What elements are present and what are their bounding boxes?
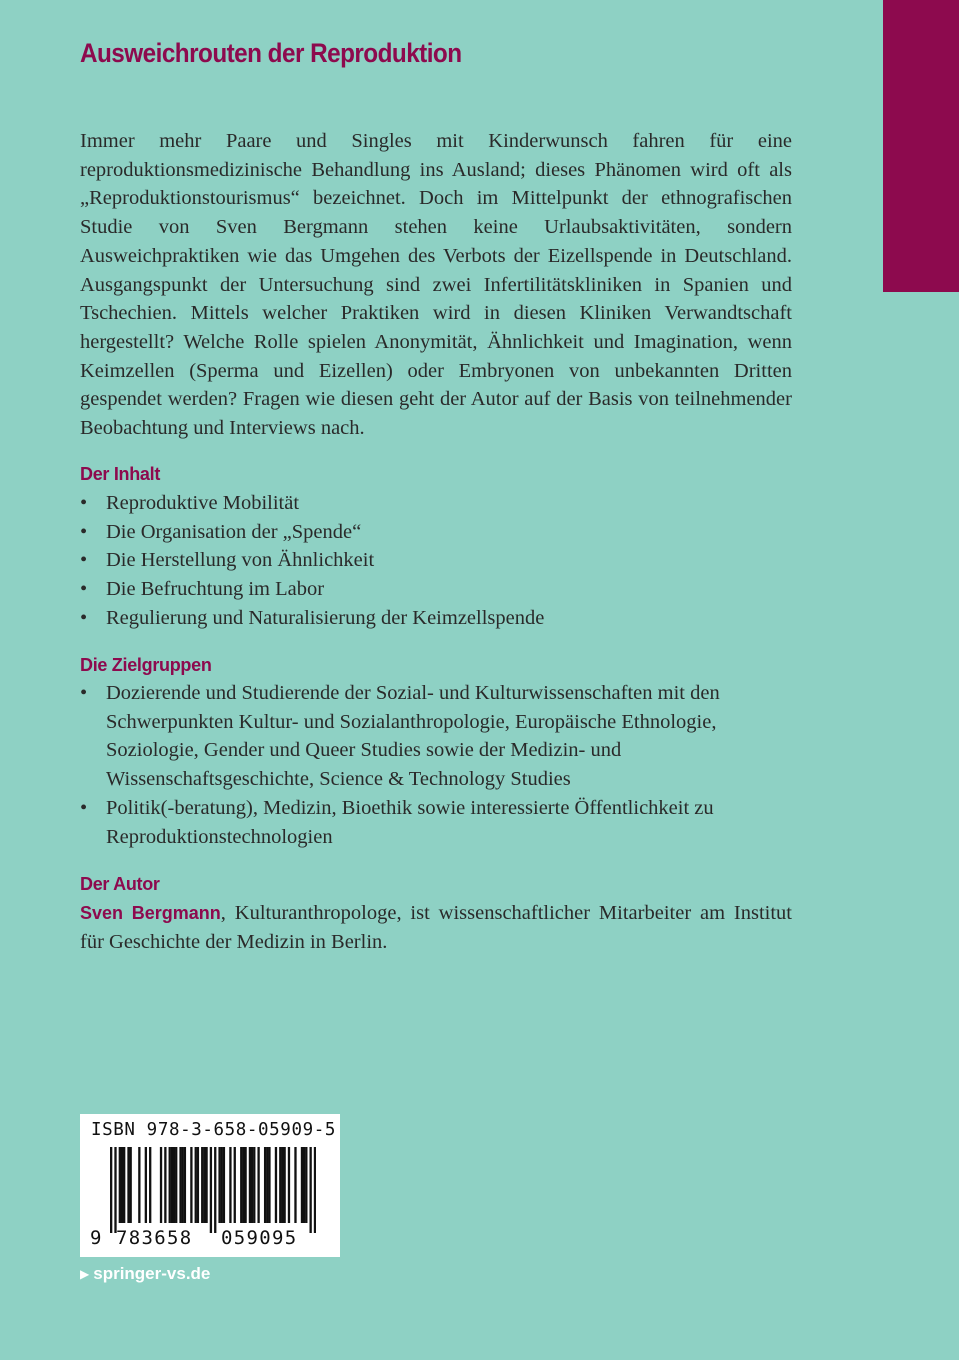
barcode-bar <box>130 1147 132 1223</box>
barcode-bar <box>303 1147 305 1223</box>
list-item: • Reproduktive Mobilität <box>80 489 792 518</box>
barcode-bar <box>268 1147 270 1223</box>
barcode-bar <box>203 1147 205 1223</box>
bullet-icon: • <box>80 492 88 514</box>
barcode-guard-bar <box>214 1147 216 1233</box>
barcode-bar <box>201 1147 203 1223</box>
barcode-bar <box>145 1147 147 1223</box>
barcode-bar <box>171 1147 173 1223</box>
barcode-bar <box>266 1147 268 1223</box>
barcode-bar <box>190 1147 192 1223</box>
color-side-bar <box>883 0 959 292</box>
isbn-number: ISBN 978-3-658-05909-5 <box>91 1120 336 1140</box>
barcode-guard-bar <box>210 1147 212 1233</box>
barcode-bar <box>123 1147 125 1223</box>
barcode-bar <box>244 1147 246 1223</box>
barcode-bar <box>205 1147 207 1223</box>
list-item: • Die Herstellung von Ähnlichkeit <box>80 546 792 575</box>
barcode-bar <box>160 1147 162 1223</box>
list-item: • Die Befruchtung im Labor <box>80 575 792 604</box>
barcode-bars <box>110 1147 316 1233</box>
barcode-bar <box>138 1147 140 1223</box>
inhalt-list <box>80 489 792 633</box>
zielgruppen-heading: Die Zielgruppen <box>80 655 212 675</box>
barcode-bar <box>223 1147 225 1223</box>
list-item: • Die Organisation der „Spende“ <box>80 518 792 547</box>
barcode-bar <box>283 1147 285 1223</box>
publisher-website[interactable]: ▶ springer-vs.de <box>80 1264 211 1283</box>
barcode-bar <box>240 1147 242 1223</box>
barcode-bar <box>175 1147 177 1223</box>
barcode-bar <box>169 1147 171 1223</box>
bullet-icon: • <box>80 549 88 572</box>
barcode-bar <box>173 1147 175 1223</box>
barcode-bar <box>164 1147 166 1223</box>
blurb-paragraph: Immer mehr Paare und Singles mit Kinderwunsch fahren für eine reproduktionsmedizinische Behandlung ins Ausland; dieses Phänomen wird oft als „Reproduktionstourismus“ bezeichnet. Doch im Mittelpunkt der ethnografischen Studie von Sven Bergmann stehen keine Urlaubsaktivitäten, sondern Ausweichpraktiken wie das Umgehen des Verbots der Eizellspende in Deutschland. Ausgangspunkt der Untersuchung sind zwei Infertilitätskliniken in Spanien und Tschechien. Mittels welcher Praktiken wird in diesen Kliniken Verwandtschaft hergestellt? Welche Rolle spielen Anonymität, Ähnlichkeit und Imagination, wenn Keimzellen (Sperma und Eizellen) oder Embryonen von unbekannten Dritten gespendet werden? Fragen wie diesen geht der Autor auf der Basis von teilnehmender Beobachtung und Interviews nach. <box>80 130 792 440</box>
author-name: Sven Bergmann <box>80 903 221 923</box>
barcode-bar <box>229 1147 231 1223</box>
barcode-bar <box>179 1147 181 1223</box>
list-item: • Regulierung und Naturalisierung der Keimzellspende <box>80 604 792 633</box>
barcode-bar <box>234 1147 236 1223</box>
book-title: Ausweichrouten der Reproduktion <box>80 38 462 68</box>
barcode-bar <box>257 1147 259 1223</box>
barcode-bar <box>182 1147 184 1223</box>
barcode-bar <box>119 1147 121 1223</box>
bullet-icon: • <box>80 520 88 543</box>
barcode-bar <box>279 1147 281 1223</box>
barcode-bar <box>253 1147 255 1223</box>
arrow-right-icon: ▶ <box>80 1267 90 1281</box>
list-item: • Politik(-beratung), Medizin, Bioethik sowie interessierte Öffentlichkeit zu Reproduktionstechnologien <box>80 794 770 851</box>
ean-right-group: 059095 <box>221 1227 298 1249</box>
isbn-barcode <box>80 1114 340 1257</box>
barcode-bar <box>218 1147 220 1223</box>
barcode-bar <box>184 1147 186 1223</box>
barcode-bar <box>127 1147 129 1223</box>
zielgruppen-list <box>80 679 770 851</box>
barcode-bar <box>281 1147 283 1223</box>
ean-left-group: 783658 <box>116 1227 193 1249</box>
barcode-guard-bar <box>314 1147 316 1233</box>
barcode-bar <box>275 1147 277 1223</box>
barcode-guard-bar <box>114 1147 116 1233</box>
bullet-icon: • <box>80 578 88 601</box>
barcode-bar <box>301 1147 303 1223</box>
inhalt-heading: Der Inhalt <box>80 464 161 484</box>
barcode-bar <box>305 1147 307 1223</box>
barcode-bar <box>221 1147 223 1223</box>
bullet-icon: • <box>80 796 88 819</box>
barcode-guard-bar <box>309 1147 311 1233</box>
list-item: • Dozierende und Studierende der Sozial- und Kulturwissenschaften mit den Schwerpunkten Kultur- und Sozialanthropologie, Europäische Ethnologie, Soziologie, Gender und Queer Studies sowie der Medizin- und Wissenschaftsgeschichte, Science & Technology Studies <box>80 679 770 794</box>
barcode-bar <box>294 1147 296 1223</box>
autor-heading: Der Autor <box>80 874 160 894</box>
barcode-bar <box>197 1147 199 1223</box>
barcode-bar <box>288 1147 290 1223</box>
barcode-bar <box>121 1147 123 1223</box>
barcode-guard-bar <box>110 1147 112 1233</box>
barcode-bar <box>149 1147 151 1223</box>
author-description: , Kulturanthropologe, ist wissenschaftlicher Mitarbeiter am Institut für Geschichte der Medizin in Berlin. <box>80 902 792 953</box>
barcode-bar <box>251 1147 253 1223</box>
bullet-icon: • <box>80 682 88 704</box>
ean-lead-digit: 9 <box>90 1227 102 1249</box>
bullet-icon: • <box>80 606 88 629</box>
barcode-bar <box>195 1147 197 1223</box>
barcode-bar <box>249 1147 251 1223</box>
author-bio <box>80 899 792 956</box>
barcode-bar <box>242 1147 244 1223</box>
barcode-bar <box>264 1147 266 1223</box>
